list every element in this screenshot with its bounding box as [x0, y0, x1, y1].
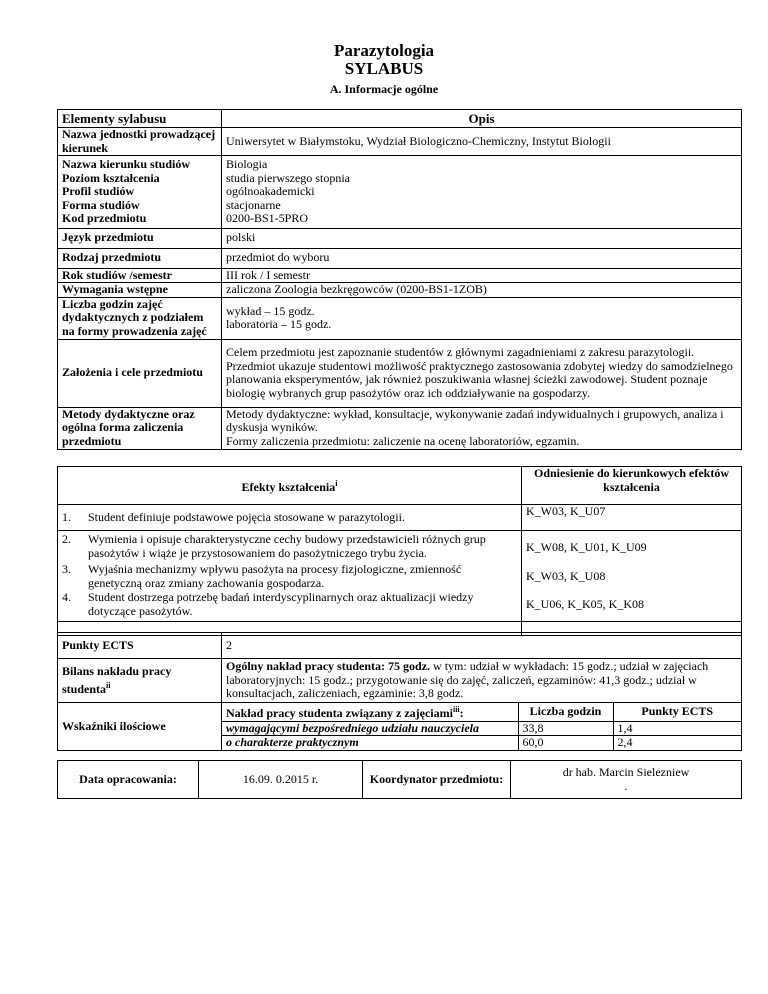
table-row: [58, 659, 742, 703]
effect-item: [62, 591, 517, 619]
table-row: [58, 283, 742, 298]
effects-heading: Efekty kształcenia: [241, 479, 336, 494]
wsk-row-label: wymagającymi bezpośredniego udziału nauczyciela: [222, 721, 518, 736]
row-value: Celem przedmiotu jest zapoznanie studentów z głównymi zagadnieniami z zakresu parazytologii. Przedmiot ukazuje studentowi możliwość praktycznego zastosowania zdobytej wiedzy do samodzielnego planowania eksperymentów, jak również poszukiwania własnej ścieżki zawodowej. Student poznaje biologię wybranych grup pasożytów oraz ich oddziaływanie na gospodarzy.: [222, 339, 742, 407]
col-header-elements: Elementy sylabusu: [58, 110, 222, 128]
effects-table: [57, 466, 742, 636]
effect-text: Student dostrzega potrzebę badań interdyscyplinarnych oraz aktualizacji wiedzy dotyczące pasożytów.: [88, 590, 474, 618]
wsk-table: [222, 703, 741, 750]
ects-value: 2: [222, 633, 742, 659]
wsk-cell: [222, 703, 742, 751]
effect-items-group: [58, 531, 522, 622]
ects-label: Punkty ECTS: [58, 633, 222, 659]
row-label: Liczba godzin zajęć dydaktycznych z podziałem na formy prowadzenia zajęć: [58, 297, 222, 339]
bilans-label: Bilans nakładu pracy studenta: [62, 664, 172, 696]
row-label: Profil studiów: [62, 184, 135, 198]
table-row: [58, 531, 742, 622]
effects-header: [58, 467, 742, 505]
row-value-group: [222, 297, 742, 339]
row-label: Rodzaj przedmiotu: [58, 248, 222, 268]
section-heading: A. Informacje ogólne: [329, 82, 439, 96]
bilans-bold: Ogólny nakład pracy studenta: 75 godz.: [226, 659, 431, 674]
col-header-description: Opis: [222, 110, 742, 128]
row-label: Kod przedmiotu: [62, 211, 147, 225]
row-value: ogólnoakademicki: [226, 184, 315, 198]
wsk-row-ects: 1,4: [613, 721, 741, 736]
wsk-header: [222, 703, 741, 721]
table-row: [58, 339, 742, 407]
table-row: [222, 721, 741, 736]
row-label: Założenia i cele przedmiotu: [58, 339, 222, 407]
wsk-head: [222, 703, 518, 721]
row-label: Nazwa kierunku studiów: [62, 157, 191, 171]
row-value: Metody dydaktyczne: wykład, konsultacje, wykonywanie zadań indywidualnych i grupowych, analiza i dyskusja wyników.: [226, 406, 724, 435]
row-value: Biologia: [226, 157, 268, 171]
row-value: III rok / I semestr: [222, 268, 742, 283]
effect-item: [62, 533, 517, 563]
coordinator-label: Koordynator przedmiotu:: [363, 761, 511, 799]
footnote-marker: iii: [452, 705, 460, 714]
bilans-text: [222, 659, 742, 703]
row-value: przedmiot do wyboru: [222, 248, 742, 268]
date-label: Data opracowania:: [58, 761, 199, 799]
table-row: [58, 761, 742, 799]
effect-item: [62, 563, 517, 591]
table-row: [58, 703, 742, 751]
wsk-label: Wskaźniki ilościowe: [58, 703, 222, 751]
table-row: [58, 297, 742, 339]
row-value: zaliczona Zoologia bezkręgowców (0200-BS1-1ZOB): [222, 283, 742, 298]
footnote-marker: i: [335, 478, 338, 488]
row-value-group: [222, 407, 742, 449]
col-ects: Punkty ECTS: [613, 703, 741, 721]
wsk-head-text: Nakład pracy studenta związany z zajęciami: [226, 706, 453, 720]
effect-ref: K_W08, K_U01, K_U09: [526, 540, 647, 555]
effect-item: [58, 505, 522, 531]
effect-number: 4.: [62, 590, 71, 604]
row-label: Język przedmiotu: [58, 228, 222, 248]
row-value: polski: [222, 228, 742, 248]
row-label-group: [58, 156, 222, 229]
info-table-header: [58, 110, 742, 128]
table-row: [58, 633, 742, 659]
date-value: 16.09. 0.2015 r.: [199, 761, 363, 799]
row-label: Rok studiów /semestr: [58, 268, 222, 283]
effect-number: 3.: [62, 562, 71, 576]
coordinator-dot: .: [624, 778, 628, 793]
col-hours: Liczba godzin: [518, 703, 613, 721]
table-row: [58, 407, 742, 449]
effect-refs-group: [522, 531, 742, 622]
table-row: [58, 128, 742, 156]
row-value: stacjonarne: [226, 197, 281, 212]
wsk-row-hours: 33,8: [518, 721, 613, 736]
effect-text: Wymienia i opisuje charakterystyczne cechy budowy przedstawicieli różnych grup pasożytów i wiąże je przystosowaniem do pasożytniczego trybu życia.: [88, 532, 486, 560]
row-label: Wymagania wstępne: [58, 283, 222, 298]
table-row: [58, 156, 742, 229]
row-label: Nazwa jednostki prowadzącej kierunek: [58, 128, 222, 156]
row-value: laboratoria – 15 godz.: [226, 317, 332, 331]
document-subtitle: SYLABUS: [344, 59, 424, 78]
row-value: Uniwersytet w Białymstoku, Wydział Biologiczno-Chemiczny, Instytut Biologii: [222, 128, 742, 156]
effect-text: Student definiuje podstawowe pojęcia stosowane w parazytologii.: [88, 509, 405, 524]
ects-table: [57, 632, 742, 751]
table-row: [58, 228, 742, 248]
wsk-head-colon: :: [459, 706, 464, 720]
effect-ref: K_W03, K_U07: [522, 505, 742, 531]
footnote-marker: ii: [106, 680, 111, 690]
effect-number: 2.: [62, 532, 71, 546]
effect-ref: K_W03, K_U08: [526, 569, 606, 584]
row-value: wykład – 15 godz.: [226, 303, 315, 318]
effects-header-right: Odniesienie do kierunkowych efektów kształcenia: [522, 467, 742, 505]
wsk-row-hours: 60,0: [518, 736, 613, 750]
row-value: 0200-BS1-5PRO: [226, 211, 309, 225]
row-value: Formy zaliczenia przedmiotu: zaliczenie na ocenę laboratoriów, egzamin.: [226, 433, 580, 448]
document-title: Parazytologia: [333, 41, 435, 60]
effect-ref: K_U06, K_K05, K_K08: [526, 597, 644, 612]
footer-table: [57, 760, 742, 799]
effects-header-left: [58, 467, 522, 505]
table-row: [222, 736, 741, 750]
effect-number: 1.: [62, 509, 71, 524]
row-value: studia pierwszego stopnia: [226, 170, 350, 185]
table-row: [58, 505, 742, 531]
info-table: [57, 109, 742, 450]
coordinator-name: dr hab. Marcin Sielezniew: [562, 765, 690, 779]
table-row: [58, 268, 742, 283]
coordinator-cell: [511, 761, 742, 799]
bilans-rest: w tym: udział w wykładach: 15 godz.; udział w zajęciach laboratoryjnych: 15 godz.; przygotowanie się do zajęć, zaliczeń, egzaminów: 41,3 godz.; udział w konsultacjach, zaliczeniach, egzaminie: 3,8 godz.: [226, 659, 709, 701]
row-value-group: [222, 156, 742, 229]
wsk-row-label: o charakterze praktycznym: [222, 736, 518, 750]
bilans-label-cell: [58, 659, 222, 703]
table-row: [58, 248, 742, 268]
wsk-row-ects: 2,4: [617, 735, 633, 749]
effect-text: Wyjaśnia mechanizmy wpływu pasożyta na procesy fizjologiczne, zmienność genetyczną oraz zmiany zachowania gospodarza.: [88, 562, 462, 590]
row-label: Forma studiów: [62, 197, 140, 212]
row-label: Metody dydaktyczne oraz ogólna forma zaliczenia przedmiotu: [58, 407, 222, 449]
row-label: Poziom kształcenia: [62, 170, 160, 185]
